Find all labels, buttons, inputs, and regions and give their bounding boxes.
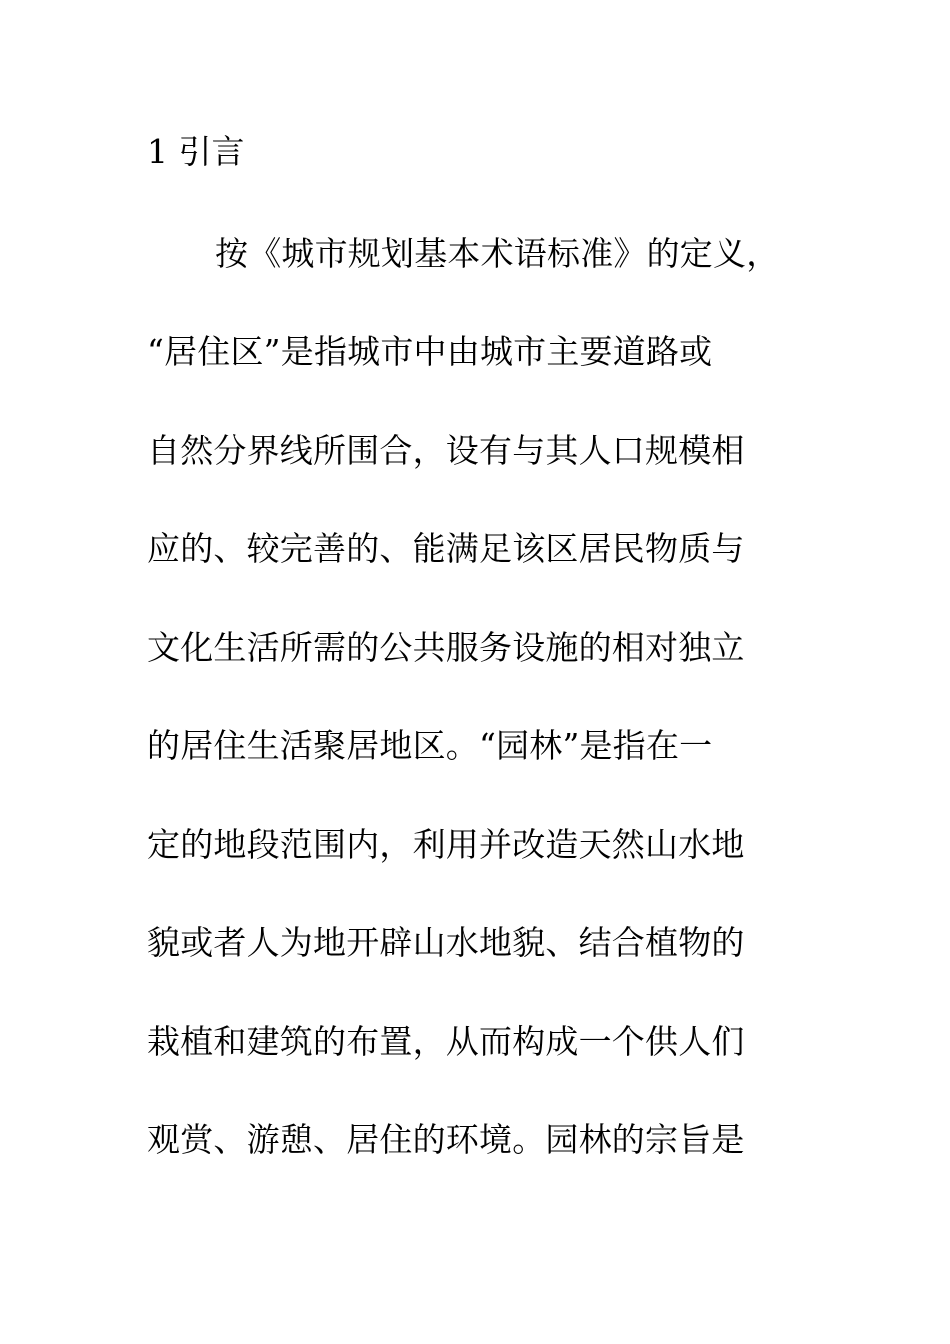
section-heading: 1 引言 [147,132,245,171]
paragraph-line: 栽植和建筑的布置，从而构成一个供人们 [147,1022,745,1061]
paragraph-line: 的居住生活聚居地区。“园林”是指在一 [147,726,713,765]
paragraph-line: 貌或者人为地开辟山水地貌、结合植物的 [147,923,745,962]
paragraph-line: 按《城市规划基本术语标准》的定义， [215,234,780,273]
paragraph-line: 应的、较完善的、能满足该区居民物质与 [147,529,745,568]
paragraph-line: 观赏、游憩、居住的环境。园林的宗旨是 [147,1120,745,1159]
paragraph-line: 文化生活所需的公共服务设施的相对独立 [147,628,745,667]
paragraph-line: “居住区”是指城市中由城市主要道路或 [147,332,713,371]
paragraph-line: 定的地段范围内，利用并改造天然山水地 [147,825,745,864]
paragraph-line: 自然分界线所围合，设有与其人口规模相 [147,431,745,470]
